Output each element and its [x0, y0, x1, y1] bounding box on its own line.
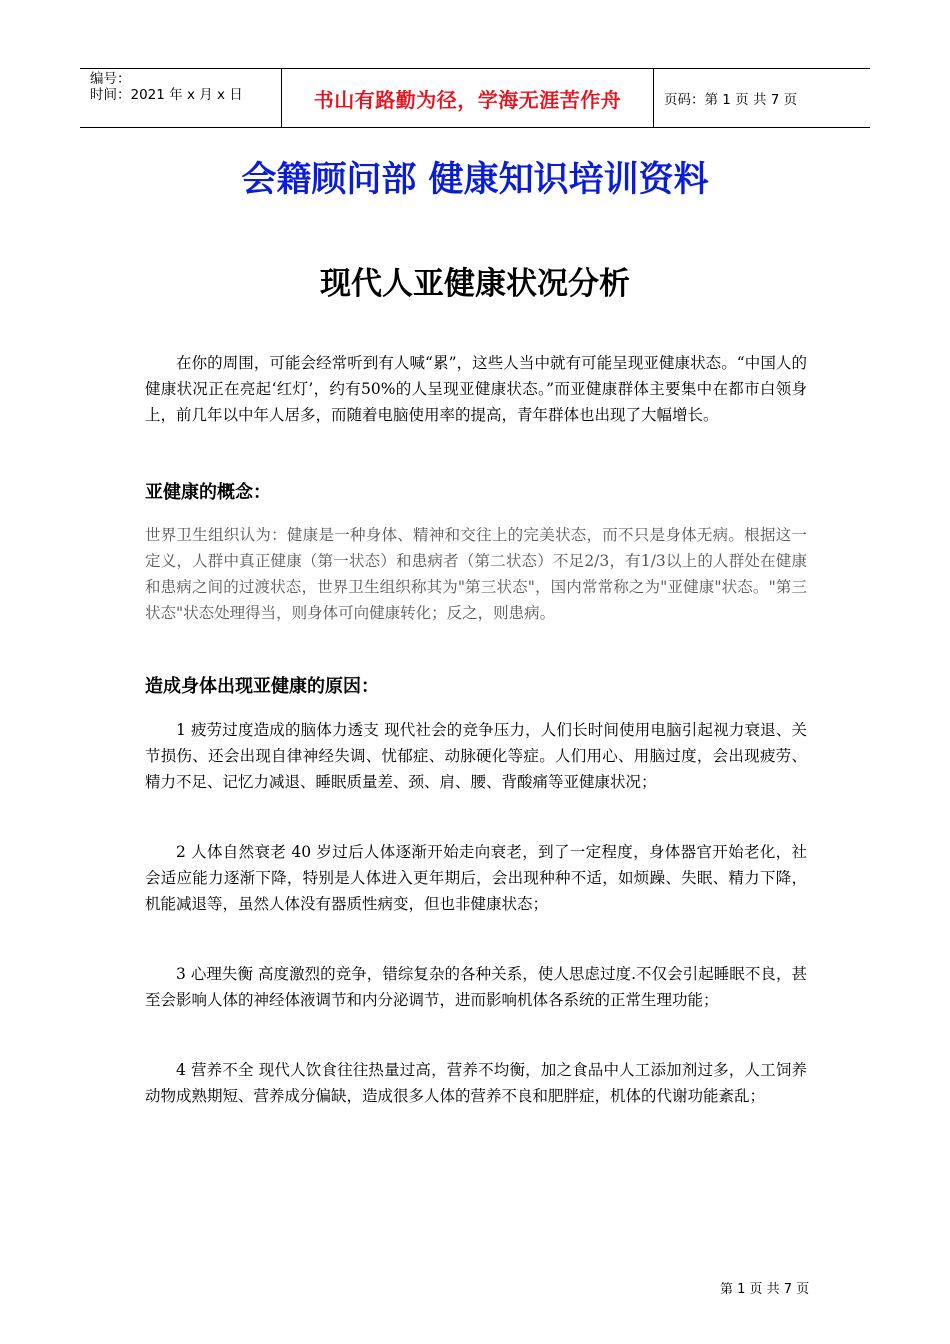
header-motto: 书山有路勤为径，学海无涯苦作舟	[282, 69, 654, 127]
cause-item-4: 4 营养不全 现代人饮食往往热量过高，营养不均衡，加之食品中人工添加剂过多，人工饲养动物成熟期短、营养成分偏缺，造成很多人体的营养不良和肥胖症，机体的代谢功能紊乱；	[145, 1061, 807, 1105]
header-meta	[80, 69, 282, 127]
cause-item-2: 2 人体自然衰老 40 岁过后人体逐渐开始走向衰老，到了一定程度，身体器官开始老化，社会适应能力逐渐下降，特别是人体进入更年期后，会出现种种不适，如烦躁、失眠、精力下降，机能减退等，虽然人体没有器质性病变，但也非健康状态；	[145, 843, 807, 913]
article-title: 现代人亚健康状况分析	[320, 266, 630, 302]
page-footer: 第 1 页 共 7 页	[720, 1282, 810, 1297]
document-number-label: 编号：	[90, 71, 131, 87]
document-date: 时间：2021 年 x 月 x 日	[90, 87, 243, 103]
cause-item-1: 1 疲劳过度造成的脑体力透支 现代社会的竞争压力，人们长时间使用电脑引起视力衰退、关节损伤、还会出现自律神经失调、忧郁症、动脉硬化等症。人们用心、用脑过度，会出现疲劳、精力不足、记忆力减退、睡眠质量差、颈、肩、腰、背酸痛等亚健康状况；	[145, 721, 807, 791]
section-heading-concept: 亚健康的概念：	[145, 482, 271, 503]
concept-paragraph: 世界卫生组织认为：健康是一种身体、精神和交往上的完美状态，而不只是身体无病。根据这一定义，人群中真正健康（第一状态）和患病者（第二状态）不足2/3，有1/3以上的人群处在健康和患病之间的过渡状态，世界卫生组织称其为"第三状态"，国内常常称之为"亚健康"状态。"第三状态"状态处理得当，则身体可向健康转化；反之，则患病。	[145, 526, 807, 622]
page-header	[80, 68, 870, 128]
header-page-info: 页码：第 1 页 共 7 页	[664, 92, 798, 108]
intro-paragraph: 在你的周围，可能会经常听到有人喊“累”，这些人当中就有可能呈现亚健康状态。“中国人的健康状况正在亮起‘红灯’，约有50%的人呈现亚健康状态。”而亚健康群体主要集中在都市白领身上，前几年以中年人居多，而随着电脑使用率的提高，青年群体也出现了大幅增长。	[145, 354, 807, 424]
cause-item-3: 3 心理失衡 高度激烈的竞争，错综复杂的各种关系，使人思虑过度.不仅会引起睡眠不良，甚至会影响人体的神经体液调节和内分泌调节，进而影响机体各系统的正常生理功能；	[145, 965, 807, 1009]
section-heading-causes: 造成身体出现亚健康的原因：	[145, 676, 379, 697]
document-title: 会籍顾问部 健康知识培训资料	[241, 160, 709, 200]
